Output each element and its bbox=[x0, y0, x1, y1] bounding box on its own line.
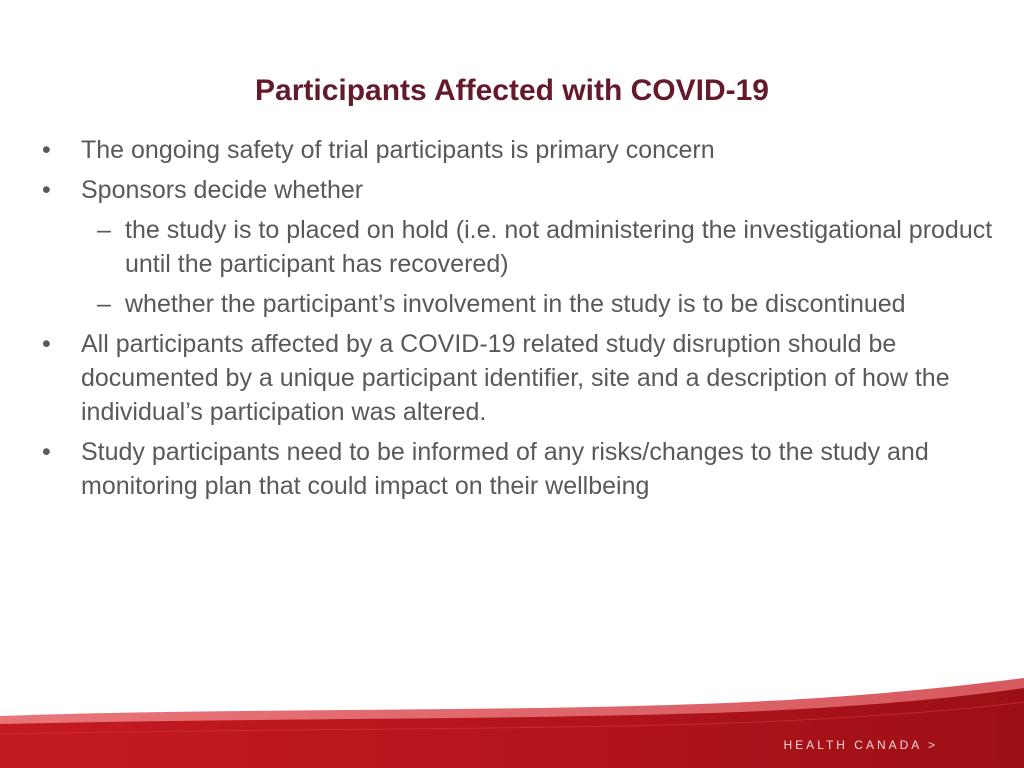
footer-health-canada-label: HEALTH CANADA > bbox=[783, 738, 938, 752]
bullet-item bbox=[0, 327, 1000, 429]
sub-bullet-item bbox=[81, 213, 1000, 281]
bullet-marker: • bbox=[42, 438, 51, 466]
sub-bullet-marker: – bbox=[97, 216, 111, 244]
sub-bullet-text: whether the participant’s involvement in the study is to be discontinued bbox=[125, 290, 906, 318]
sub-bullet-list bbox=[81, 213, 1000, 321]
bullet-text: Study participants need to be informed of any risks/changes to the study and monitoring plan that could impact on their wellbeing bbox=[81, 438, 929, 500]
bullet-item bbox=[0, 133, 1000, 167]
bullet-text: Sponsors decide whether bbox=[81, 176, 364, 204]
sub-bullet-text: the study is to placed on hold (i.e. not administering the investigational product until the participant has recovered) bbox=[125, 216, 993, 278]
bullet-marker: • bbox=[42, 136, 51, 164]
sub-bullet-item bbox=[81, 287, 1000, 321]
bullet-text: The ongoing safety of trial participants is primary concern bbox=[81, 136, 715, 164]
bullet-item bbox=[0, 173, 1000, 321]
bullet-item bbox=[0, 435, 1000, 503]
bullet-text: All participants affected by a COVID-19 related study disruption should be documented by a unique participant identifier, site and a description of how the individual’s participation was altered. bbox=[81, 330, 950, 426]
slide-title: Participants Affected with COVID-19 bbox=[255, 74, 769, 107]
sub-bullet-marker: – bbox=[97, 290, 111, 318]
bullet-list bbox=[0, 133, 1000, 509]
bullet-marker: • bbox=[42, 176, 51, 204]
bullet-marker: • bbox=[42, 330, 51, 358]
footer-wave-banner bbox=[0, 678, 1024, 768]
